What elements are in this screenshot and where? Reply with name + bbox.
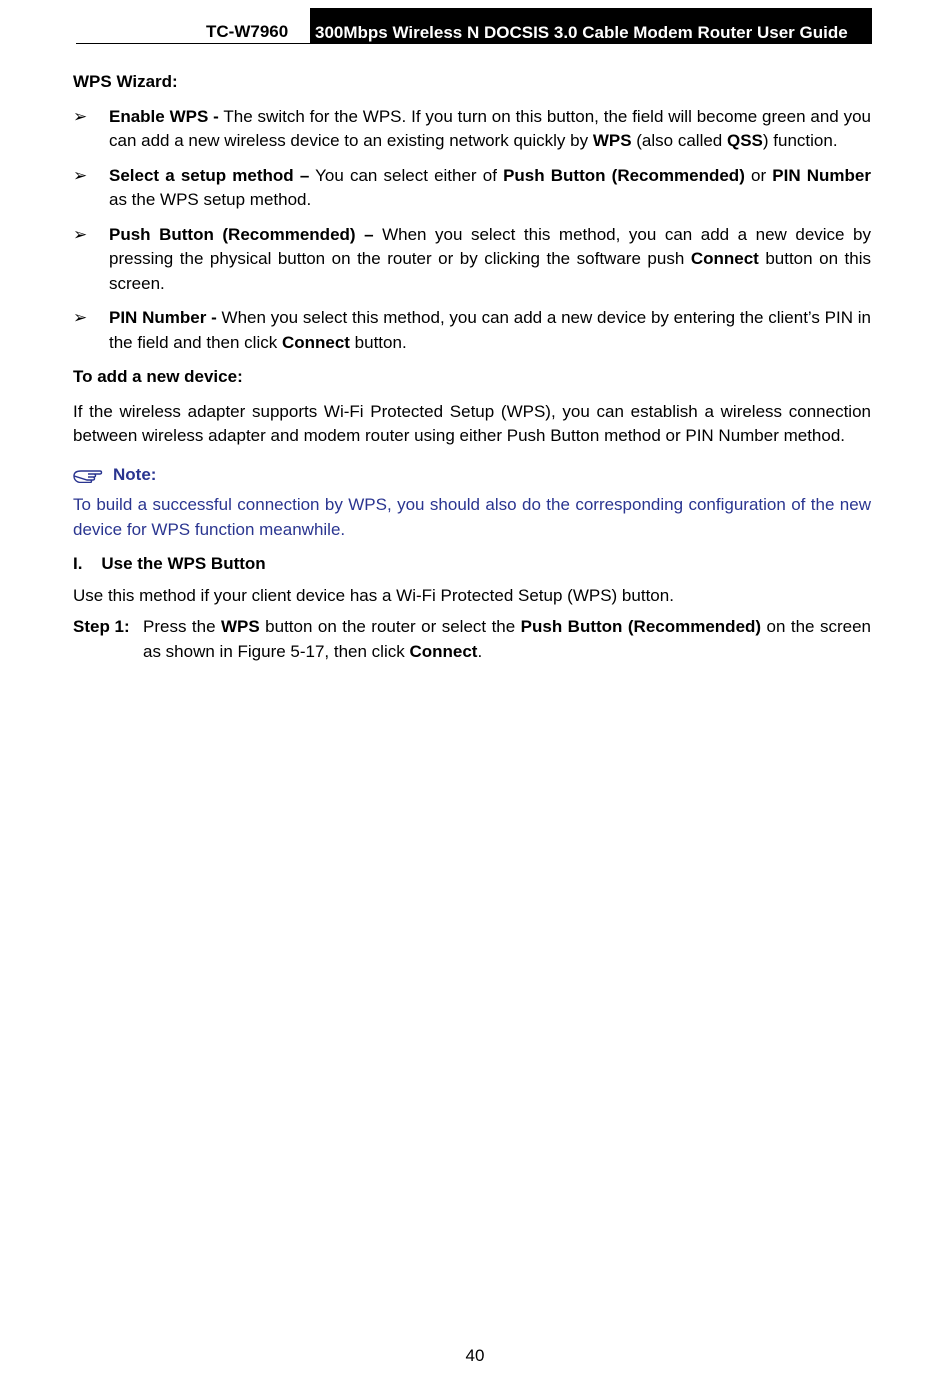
note-label: Note: <box>113 464 157 484</box>
step-run: button on the router or select the <box>259 617 521 636</box>
step-label: Step 1: <box>73 617 130 636</box>
step-bold: Connect <box>409 641 478 661</box>
bullet-bold: Connect <box>690 249 759 268</box>
bullet-text: button. <box>349 332 407 352</box>
step-run: Press the <box>143 617 221 636</box>
bullet-pin-number <box>73 306 871 355</box>
bullet-text: When you select this method, you can add a new device by pressing the physical button on the router or by clicking the software push <box>109 224 871 268</box>
bullet-bold: QSS <box>726 131 763 150</box>
bullet-term: Select a setup method – <box>109 165 310 185</box>
note-text: To build a successful connection by WPS, you should also do the corresponding configuration of the new device for WPS function meanwhile. <box>73 495 871 539</box>
step-bold: WPS <box>220 617 260 636</box>
bullet-bold: PIN Number <box>772 165 871 185</box>
bullet-bold: Connect <box>281 332 350 352</box>
pointing-hand-icon <box>73 467 103 483</box>
add-device-heading: To add a new device: <box>73 367 243 386</box>
bullet-text: ) function. <box>762 131 838 150</box>
bullet-text: When you select this method, you can add a new device by entering the client’s PIN in the field and then click <box>109 308 871 352</box>
add-device-text: If the wireless adapter supports Wi-Fi Protected Setup (WPS), you can establish a wireless connection between wireless adapter and modem router using either Push Button method or PIN Number method. <box>73 401 871 445</box>
bullet-term: Enable WPS - <box>109 106 219 126</box>
bullet-bold: WPS <box>592 131 632 150</box>
bullet-term: PIN Number - <box>109 308 217 327</box>
step-1 <box>73 615 871 664</box>
page-number: 40 <box>465 1346 485 1365</box>
bullet-text: as the WPS setup method. <box>109 190 312 209</box>
bullet-text: or <box>744 165 773 185</box>
arrow-bullet-icon: ➢ <box>73 106 88 126</box>
step-run: . <box>477 641 483 661</box>
bullet-bold: Push Button (Recommended) <box>503 165 745 185</box>
header-model: TC-W7960 <box>206 22 289 41</box>
step-run: on the screen as shown in Figure 5-17, then click <box>143 617 871 661</box>
step-bold: Push Button (Recommended) <box>520 617 762 636</box>
header-title: 300Mbps Wireless N DOCSIS 3.0 Cable Modem Router User Guide <box>310 8 872 44</box>
wizard-bullet-list <box>73 105 871 356</box>
arrow-bullet-icon: ➢ <box>73 308 88 327</box>
step-text <box>143 615 871 664</box>
section-text: Use this method if your client device has a Wi-Fi Protected Setup (WPS) button. <box>73 585 674 605</box>
wps-wizard-heading: WPS Wizard: <box>73 72 178 91</box>
bullet-text: You can select either of <box>309 165 504 185</box>
bullet-text: (also called <box>631 131 727 150</box>
document-body <box>73 70 871 664</box>
bullet-select-method <box>73 164 871 213</box>
section-heading: I. Use the WPS Button <box>73 554 266 573</box>
bullet-text: button on this screen. <box>109 249 871 293</box>
bullet-term: Push Button (Recommended) – <box>109 224 374 244</box>
bullet-enable-wps <box>73 105 871 154</box>
arrow-bullet-icon: ➢ <box>73 165 88 185</box>
bullet-push-button <box>73 223 871 297</box>
note-heading <box>73 463 871 488</box>
bullet-text: The switch for the WPS. If you turn on this button, the field will become green and you can add a new wireless device to an existing network quickly by <box>109 106 872 150</box>
arrow-bullet-icon: ➢ <box>73 224 88 244</box>
